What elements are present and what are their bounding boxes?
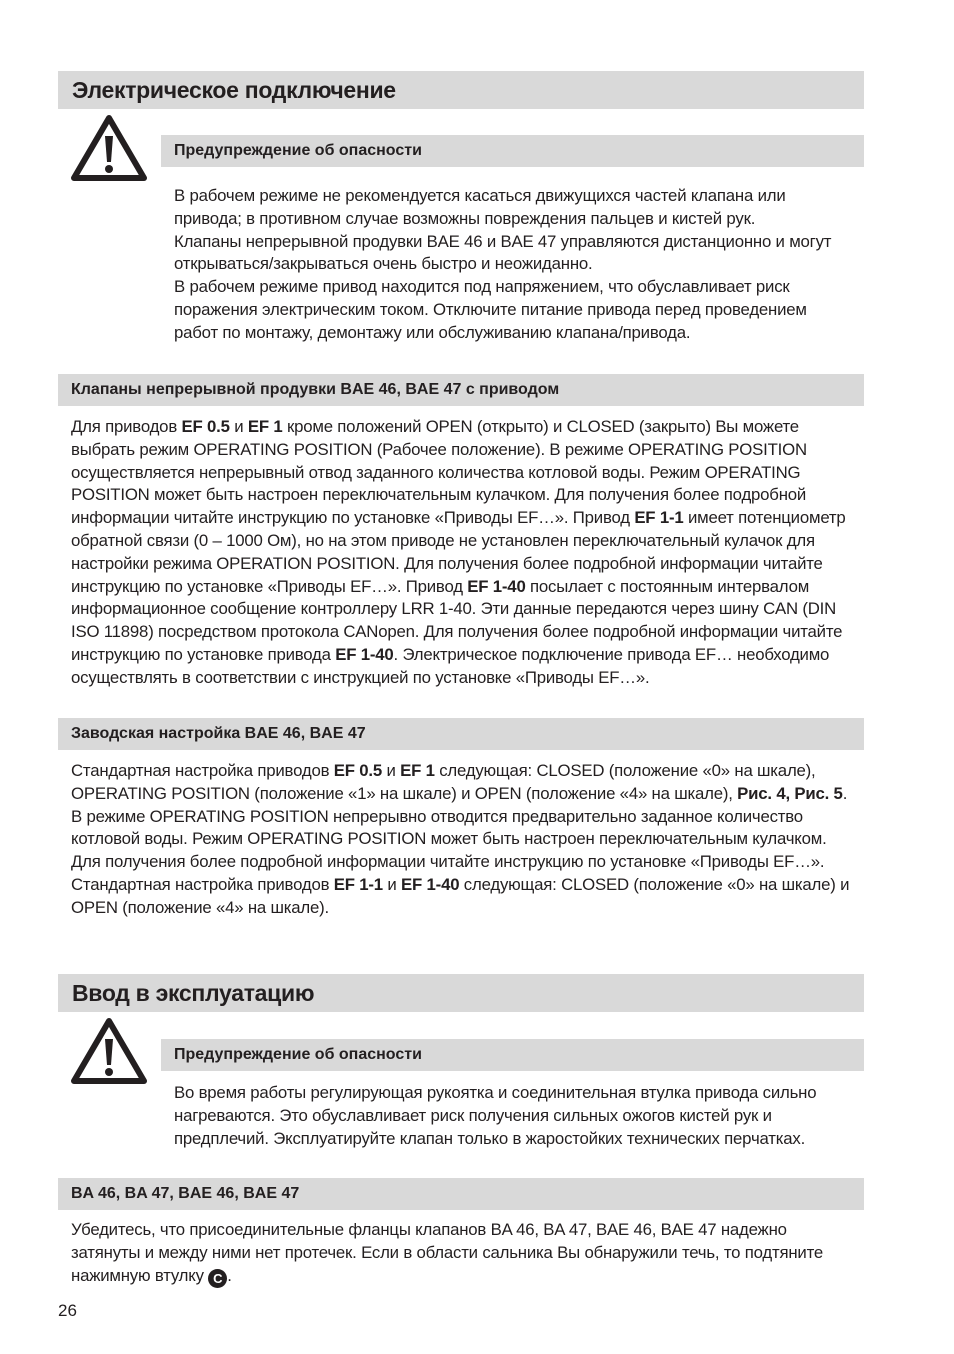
warning-triangle-icon bbox=[70, 1017, 148, 1085]
section-title: Ввод в эксплуатацию bbox=[72, 980, 315, 1006]
flanges-paragraph bbox=[71, 1219, 823, 1288]
text-line: Убедитесь, что присоединительные фланцы клапанов BA 46, BA 47, BAE 46, BAE 47 надежно bbox=[71, 1220, 787, 1239]
text-line: осуществлять в соответствии с инструкцией по установке «Приводы EF…». bbox=[71, 667, 650, 687]
text-line: инструкцию по установке «Приводы EF…». Привод EF 1-40 посылает с постоянным интервалом bbox=[71, 576, 810, 596]
text-line: OPEN (положение «4» на шкале). bbox=[71, 897, 329, 917]
warning-triangle-icon bbox=[70, 114, 148, 182]
subsection-header-valves bbox=[58, 374, 864, 406]
text-line: POSITION может быть настроен переключательным кулачком. Для получения более подробной bbox=[71, 485, 807, 505]
subsection-header-flanges bbox=[58, 1178, 864, 1210]
warning-header bbox=[161, 135, 864, 167]
text-line: осуществляется непрерывный отвод заданного количества котловой воды. Режим OPERATING bbox=[71, 462, 801, 482]
text-line: Стандартная настройка приводов EF 0.5 и EF 1 следующая: CLOSED (положение «0» на шкале), bbox=[71, 761, 816, 780]
text-line: работ по монтажу, демонтажу или обслуживанию клапана/привода. bbox=[174, 322, 691, 342]
text-line: В рабочем режиме не рекомендуется касаться движущихся частей клапана или bbox=[174, 186, 786, 205]
text-line: открываться/закрываться очень быстро и неожиданно. bbox=[174, 254, 593, 274]
text-line: ISO 11898) посредством протокола CANopen. Для получения более подробной информации читайте bbox=[71, 622, 843, 642]
text-line: Во время работы регулирующая рукоятка и соединительная втулка привода сильно bbox=[174, 1083, 817, 1102]
valves-paragraph bbox=[71, 416, 846, 690]
text-line: выбрать режим OPERATING POSITION (Рабочее положение). В режиме OPERATING POSITION bbox=[71, 439, 807, 459]
warning-title: Предупреждение об опасности bbox=[174, 1046, 422, 1063]
subsection-header-factory bbox=[58, 718, 864, 750]
text-line: затянуты и между ними нет протечек. Если в области сальника Вы обнаружили течь, то подтяните bbox=[71, 1242, 824, 1262]
text-line: нагреваются. Это обуславливает риск получения сильных ожогов кистей рук и bbox=[174, 1105, 772, 1125]
text-line: Для приводов EF 0.5 и EF 1 кроме положений OPEN (открыто) и CLOSED (закрыто) Вы можете bbox=[71, 417, 799, 436]
section-electrical-header bbox=[58, 71, 864, 109]
text-line: В режиме OPERATING POSITION непрерывно отводится предварительно заданное количество bbox=[71, 806, 803, 826]
text-line: обратной связи (0 – 1000 Ом), но на этом приводе не установлен переключательный кулачок для bbox=[71, 530, 815, 550]
text-line: нажимную втулку C . bbox=[71, 1265, 232, 1286]
text-line: Стандартная настройка приводов EF 1-1 и EF 1-40 следующая: CLOSED (положение «0» на шкале) и bbox=[71, 874, 850, 894]
subsection-title: Заводская настройка BAE 46, BAE 47 bbox=[71, 725, 366, 742]
text-line: Для получения более подробной информации читайте инструкцию по установке «Приводы EF…». bbox=[71, 852, 825, 872]
text-line: Клапаны непрерывной продувки BAE 46 и BAE 47 управляются дистанционно и могут bbox=[174, 231, 832, 251]
warning-text bbox=[174, 185, 831, 345]
subsection-title: Клапаны непрерывной продувки BAE 46, BAE 47 с приводом bbox=[71, 381, 560, 398]
text-line: OPERATING POSITION (положение «1» на шкале) и OPEN (положение «4» на шкале), Рис. 4, Рис. 5. bbox=[71, 783, 848, 803]
text-line: инструкцию по установке привода EF 1-40. Электрическое подключение привода EF… необходимо bbox=[71, 644, 830, 664]
section-title: Электрическое подключение bbox=[72, 77, 396, 103]
text-line: настройки режима OPERATION POSITION. Для получения более подробной информации читайте bbox=[71, 553, 823, 573]
subsection-title: BA 46, BA 47, BAE 46, BAE 47 bbox=[71, 1185, 300, 1202]
page-number: 26 bbox=[58, 1301, 77, 1320]
text-line: поражения электрическим током. Отключите питание привода перед проведением bbox=[174, 299, 807, 319]
text-line: информации читайте инструкцию по установке «Приводы EF…». Привод EF 1-1 имеет потенциометр bbox=[71, 508, 846, 528]
text-line: привода; в противном случае возможны повреждения пальцев и кистей рук. bbox=[174, 208, 756, 228]
factory-paragraph bbox=[71, 760, 849, 920]
text-line: информационное сообщение контроллеру LRR 1-40. Эти данные передаются через шину CAN (DIN bbox=[71, 599, 837, 619]
warning-text bbox=[174, 1082, 816, 1150]
text-line: предплечий. Эксплуатируйте клапан только в жаростойких технических перчатках. bbox=[174, 1128, 806, 1148]
text-line: В рабочем режиме привод находится под напряжением, что обуславливает риск bbox=[174, 277, 790, 297]
warning-title: Предупреждение об опасности bbox=[174, 142, 422, 159]
warning-header bbox=[161, 1039, 864, 1071]
text-line: котловой воды. Режим OPERATING POSITION может быть настроен переключательным кулачком. bbox=[71, 829, 827, 849]
section-commissioning-header bbox=[58, 974, 864, 1012]
callout-c-icon: C bbox=[208, 1269, 227, 1288]
